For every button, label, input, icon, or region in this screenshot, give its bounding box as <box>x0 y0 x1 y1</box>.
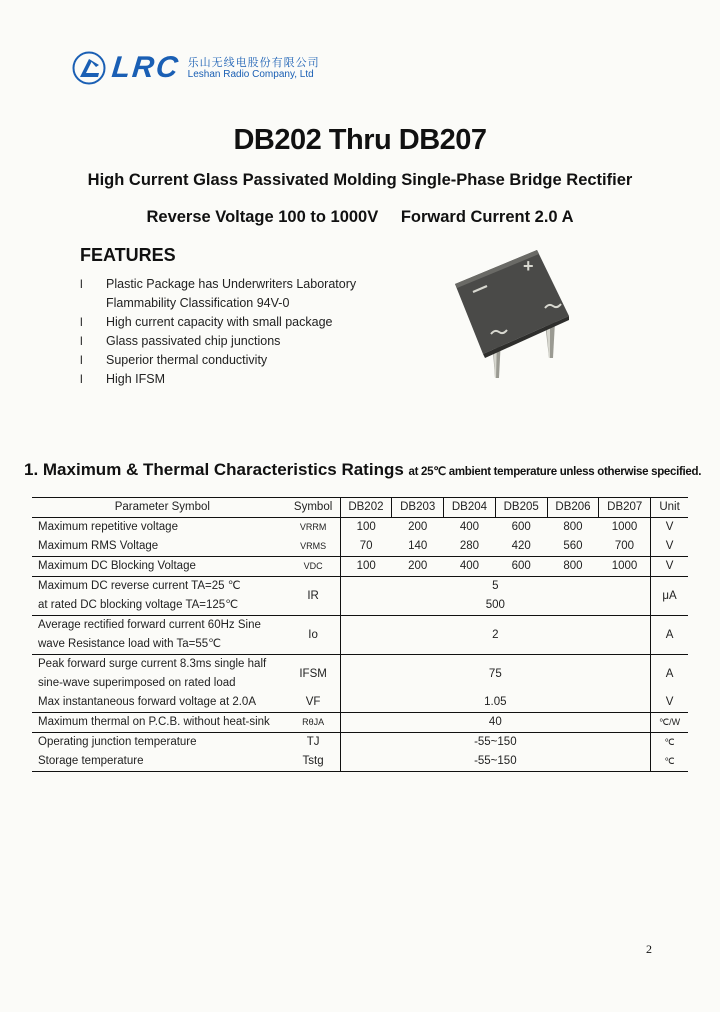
company-name-cn: 乐山无线电股份有限公司 <box>187 55 320 69</box>
bridge-rectifier-image <box>445 236 575 386</box>
column-header: Symbol <box>287 498 340 518</box>
table-row: Storage temperature Tstg -55~150 ℃ <box>32 752 688 772</box>
bullet-icon: l <box>80 315 83 329</box>
column-header: DB204 <box>444 498 496 518</box>
page-number: 2 <box>646 942 652 956</box>
table-row: wave Resistance load with Ta=55℃ <box>38 638 222 650</box>
bullet-icon: l <box>80 334 83 348</box>
company-logo <box>72 50 320 86</box>
page-title: DB202 Thru DB207 <box>233 124 487 156</box>
section-note: at 25℃ ambient temperature unless otherwise specified. <box>408 466 702 478</box>
table-header-row <box>32 498 688 518</box>
plus-mark: + <box>523 256 534 276</box>
column-header: Unit <box>651 498 688 518</box>
features-list <box>80 275 366 389</box>
column-header: DB206 <box>547 498 599 518</box>
bullet-icon: l <box>80 277 83 291</box>
features-heading: FEATURES <box>80 245 176 265</box>
table-row: at rated DC blocking voltage TA=125℃ 500 <box>32 596 688 616</box>
feature-item: l Superior thermal conductivity <box>80 351 366 370</box>
table-row: Maximum RMS Voltage VRMS 70 140 280 420 560 700 V <box>32 537 688 557</box>
feature-item: l Glass passivated chip junctions <box>80 332 366 351</box>
table-row: Peak forward surge current 8.3ms single half IFSM 75 A <box>32 655 688 675</box>
reverse-voltage-rating: Reverse Voltage 100 to 1000V <box>146 208 379 226</box>
page-subtitle: High Current Glass Passivated Molding Single-Phase Bridge Rectifier <box>87 171 633 189</box>
company-name <box>188 56 320 81</box>
forward-current-rating: Forward Current 2.0 A <box>400 208 574 226</box>
key-ratings <box>0 208 720 227</box>
company-name-en: Leshan Radio Company, Ltd <box>187 68 314 80</box>
logo-text: LRC <box>110 51 182 84</box>
column-header: DB205 <box>495 498 547 518</box>
table-row: Max instantaneous forward voltage at 2.0A VF 1.05 V <box>32 693 688 713</box>
column-header: Parameter Symbol <box>32 498 287 518</box>
feature-item: l High current capacity with small package <box>80 313 366 332</box>
column-header: DB207 <box>599 498 651 518</box>
bullet-icon: l <box>80 372 83 386</box>
table-row: sine-wave superimposed on rated load <box>38 677 236 689</box>
bullet-icon: l <box>80 353 83 367</box>
section-title: 1. Maximum & Thermal Characteristics Ratings <box>24 460 404 479</box>
section-heading <box>24 460 701 480</box>
feature-item: l High IFSM <box>80 370 366 389</box>
table-row: Maximum DC reverse current TA=25 ℃ IR 5 μA <box>32 577 688 597</box>
table-row: Operating junction temperature TJ -55~150 ℃ <box>32 733 688 753</box>
ratings-table <box>32 497 688 772</box>
table-row: Maximum repetitive voltage VRRM 100 200 400 600 800 1000 V <box>32 518 688 538</box>
lrc-logo-icon <box>72 51 106 85</box>
table-row: Maximum thermal on P.C.B. without heat-sink RθJA 40 ℃/W <box>32 713 688 733</box>
feature-item: l Plastic Package has Underwriters Laboratory Flammability Classification 94V-0 <box>80 275 366 313</box>
table-row: Maximum DC Blocking Voltage VDC 100 200 400 600 800 1000 V <box>32 557 688 577</box>
column-header: DB202 <box>340 498 392 518</box>
table-row: Average rectified forward current 60Hz Sine Io 2 A <box>32 616 688 636</box>
column-header: DB203 <box>392 498 444 518</box>
